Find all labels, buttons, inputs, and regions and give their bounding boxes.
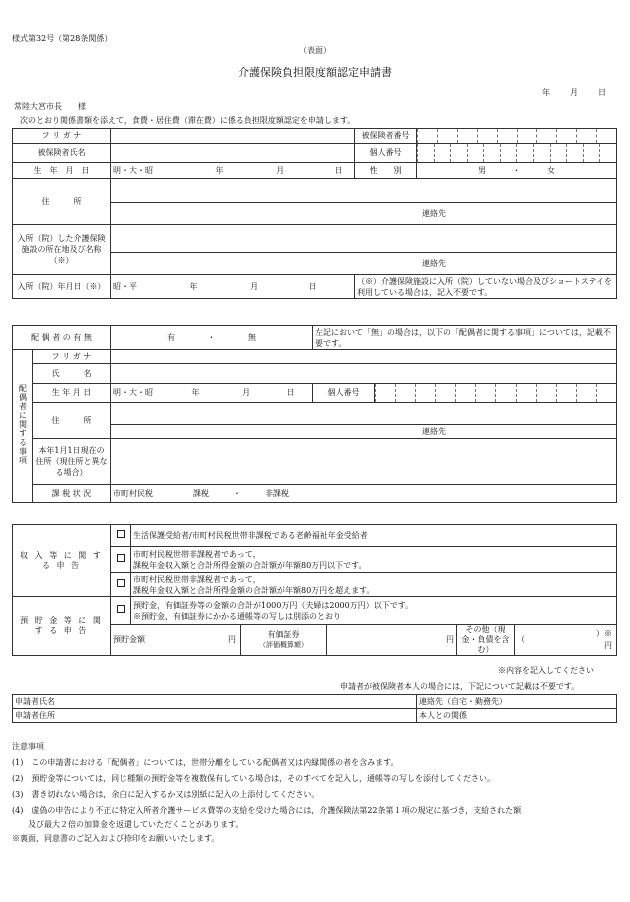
personal-number-label: 個人番号 xyxy=(355,144,417,163)
income-option-3-line1: 市町村民税世帯非課税者であって， xyxy=(133,574,261,584)
proxy-table xyxy=(12,694,617,723)
income-option-3-line2: 課税年金収入額と合計所得金額の合計額が年額80万円を超えます。 xyxy=(133,585,375,595)
income-option-2-text xyxy=(131,547,617,573)
proxy-contact-field[interactable] xyxy=(417,695,617,709)
proxy-contact-label: 連絡先（自宅・勤務先） xyxy=(419,696,507,706)
securities-label-cell xyxy=(241,625,327,656)
sex-female[interactable]: 女 xyxy=(547,165,556,175)
admission-date-label: 入所（院）年月日（※） xyxy=(13,275,111,299)
spouse-birth-field[interactable] xyxy=(111,384,313,403)
insured-number-field[interactable] xyxy=(417,129,617,144)
income-option-1-checkbox[interactable] xyxy=(111,525,131,547)
spouse-yes[interactable]: 有 xyxy=(166,332,175,342)
spouse-has-note: 左記において「無」の場合は，以下の「配偶者に関する事項」については，記載不要です。 xyxy=(313,326,617,350)
other-yen: 円 xyxy=(604,641,612,650)
facility-field[interactable] xyxy=(111,225,617,253)
other-amount-field[interactable] xyxy=(515,625,617,656)
address-contact: 連絡先 xyxy=(111,203,617,225)
note-item-1: (1) この申請書における「配偶者」については，世帯分離をしている配偶者又は内縁関係の者を含みます。 xyxy=(12,758,399,767)
admission-day-unit: 日 xyxy=(308,281,317,291)
income-option-3-checkbox[interactable] xyxy=(111,573,131,597)
note-item-4: (4) 虚偽の申告により不正に特定入所者介護サービス費等の支給を受けた場合には，介護保険法第22条第１項の規定に基づき，支給された額 xyxy=(12,806,522,815)
spouse-address-contact: 連絡先 xyxy=(111,425,617,439)
admission-note: （※）介護保険施設に入所（院）していない場合及びショートステイを利用している場合は，記入不要です。 xyxy=(355,275,617,299)
note-item-2: (2) 預貯金等については，同じ種類の預貯金等を複数保有している場合は，そのすべてを記入し，通帳等の写しを添付してください。 xyxy=(12,774,496,783)
proxy-name-label: 申請者氏名 xyxy=(15,696,55,706)
proxy-note: 申請者が被保険者本人の場合には，下記について記載は不要です。 xyxy=(340,682,580,691)
spouse-furigana-field[interactable] xyxy=(111,350,617,364)
spouse-month-unit: 月 xyxy=(242,388,251,397)
securities-yen: 円 xyxy=(446,635,454,644)
spouse-jan1-address-label: 本年1月1日現在の住所（現住所と異なる場合） xyxy=(33,439,111,485)
notes-footer: ※裏面，同意書のご記入および捺印をお願いいたします。 xyxy=(12,834,220,843)
income-option-3-text xyxy=(131,573,617,597)
day-unit: 日 xyxy=(334,165,343,175)
declaration-table xyxy=(12,524,617,656)
note-item-3: (3) 書き切れない場合は，余白に記入するか又は別紙に記入の上添付してください。 xyxy=(12,790,320,799)
spouse-table xyxy=(12,325,617,503)
savings-option-checkbox[interactable] xyxy=(111,597,131,625)
admission-year-unit: 年 xyxy=(189,281,198,291)
spouse-day-unit: 日 xyxy=(286,388,295,397)
income-label: 収 入 等 に 関 す る 申 告 xyxy=(13,525,111,597)
proxy-relation-label: 本人との関係 xyxy=(419,710,467,720)
intro-text: 次のとおり関係書類を添えて，食費・居住費（滞在費）に係る負担限度額認定を申請します。 xyxy=(20,116,356,125)
address-label: 住 所 xyxy=(13,179,111,225)
securities-amount-field[interactable] xyxy=(327,625,457,656)
birth-date-field[interactable] xyxy=(111,163,355,179)
facility-contact: 連絡先 xyxy=(111,253,617,275)
spouse-personal-number-label: 個人番号 xyxy=(313,384,375,403)
other-close-paren: ）※ xyxy=(596,629,612,638)
year-unit: 年 xyxy=(215,165,224,175)
form-number: 様式第32号（第28条関係） xyxy=(12,34,113,43)
other-note: ※内容を記入してください xyxy=(498,666,594,675)
admission-date-field[interactable] xyxy=(111,275,355,299)
deposit-yen: 円 xyxy=(228,635,236,644)
spouse-tax-label: 課 税 状 況 xyxy=(33,485,111,503)
page-title: 介護保険負担限度額認定申請書 xyxy=(238,66,392,79)
spouse-tax-options[interactable]: 市町村民税 課税 ・ 非課税 xyxy=(111,485,617,503)
insured-name-label: 被保険者氏名 xyxy=(13,144,111,163)
insured-name-field[interactable] xyxy=(111,144,355,163)
personal-number-field[interactable] xyxy=(417,144,617,163)
insured-number-label: 被保険者番号 xyxy=(355,129,417,144)
spouse-has-options[interactable] xyxy=(111,326,313,350)
spouse-jan1-address-field[interactable] xyxy=(111,439,617,485)
spouse-no[interactable]: 無 xyxy=(248,332,257,342)
deposit-amount-field[interactable] xyxy=(111,625,241,656)
address-field[interactable] xyxy=(111,179,617,203)
spouse-has-label: 配 偶 者 の 有 無 xyxy=(13,326,111,350)
spouse-address-label: 住 所 xyxy=(33,403,111,439)
spouse-personal-number-field[interactable] xyxy=(375,384,617,403)
applicant-table xyxy=(12,128,617,299)
proxy-relation-field[interactable] xyxy=(417,709,617,723)
furigana-label: フ リ ガ ナ xyxy=(13,129,111,144)
spouse-name-field[interactable] xyxy=(111,364,617,384)
spouse-address-field[interactable] xyxy=(111,403,617,425)
spouse-era-options: 明・大・昭 xyxy=(113,388,153,397)
savings-option-line2: ※預貯金，有価証券にかかる通帳等の写しは別添のとおり xyxy=(133,611,341,621)
sex-label: 性 別 xyxy=(355,163,417,179)
date-day-label: 日 xyxy=(598,88,606,97)
savings-option-text xyxy=(131,597,617,625)
deposit-label: 預貯金額 xyxy=(113,635,145,644)
spouse-year-unit: 年 xyxy=(191,388,200,397)
sex-separator: ・ xyxy=(512,165,521,175)
securities-sub-label: （評価概算額） xyxy=(259,641,308,649)
spouse-name-label: 氏 名 xyxy=(33,364,111,384)
proxy-address-label: 申請者住所 xyxy=(15,710,55,720)
other-label: その他（現金・負債を含む） xyxy=(457,625,515,656)
note-item-4-cont: 及び最大２倍の加算金を返還していただくことがあります。 xyxy=(12,820,244,829)
spouse-section-label: 配偶者に関する事項 xyxy=(13,350,33,503)
addressee: 常陸大宮市長 様 xyxy=(14,102,86,111)
income-option-2-line1: 市町村民税世帯非課税者であって， xyxy=(133,549,261,559)
spouse-birth-label: 生 年 月 日 xyxy=(33,384,111,403)
birth-date-label: 生 年 月 日 xyxy=(13,163,111,179)
admission-era: 昭・平 xyxy=(113,281,137,291)
date-month-label: 月 xyxy=(570,88,578,97)
month-unit: 月 xyxy=(276,165,285,175)
furigana-field[interactable] xyxy=(111,129,355,144)
spouse-furigana-label: フ リ ガ ナ xyxy=(33,350,111,364)
form-side: （表面） xyxy=(299,46,331,55)
income-option-2-line2: 課税年金収入額と合計所得金額の合計額が年額80万円以下です。 xyxy=(133,560,367,570)
sex-options[interactable] xyxy=(417,163,617,179)
notes-title: 注意事項 xyxy=(12,742,44,751)
proxy-address-field[interactable] xyxy=(13,709,417,723)
securities-label: 有価証券 xyxy=(267,630,300,639)
income-option-2-checkbox[interactable] xyxy=(111,547,131,573)
facility-label: 入所（院）した介護保険施設の所在地及び名称（※） xyxy=(13,225,111,275)
era-options: 明・大・昭 xyxy=(113,165,153,175)
admission-month-unit: 月 xyxy=(250,281,259,291)
income-option-1-text: 生活保護受給者/市町村民税世帯非課税である老齢福祉年金受給者 xyxy=(131,525,617,547)
savings-label: 預 貯 金 等 に 関 す る 申 告 xyxy=(13,597,111,656)
date-year-label: 年 xyxy=(542,88,550,97)
sex-male[interactable]: 男 xyxy=(477,165,486,175)
other-open-paren: （ xyxy=(517,635,525,644)
savings-option-line1: 預貯金，有価証券等の金額の合計が1000万円（夫婦は2000万円）以下です。 xyxy=(133,600,414,610)
proxy-name-field[interactable] xyxy=(13,695,417,709)
spouse-separator: ・ xyxy=(207,332,216,342)
